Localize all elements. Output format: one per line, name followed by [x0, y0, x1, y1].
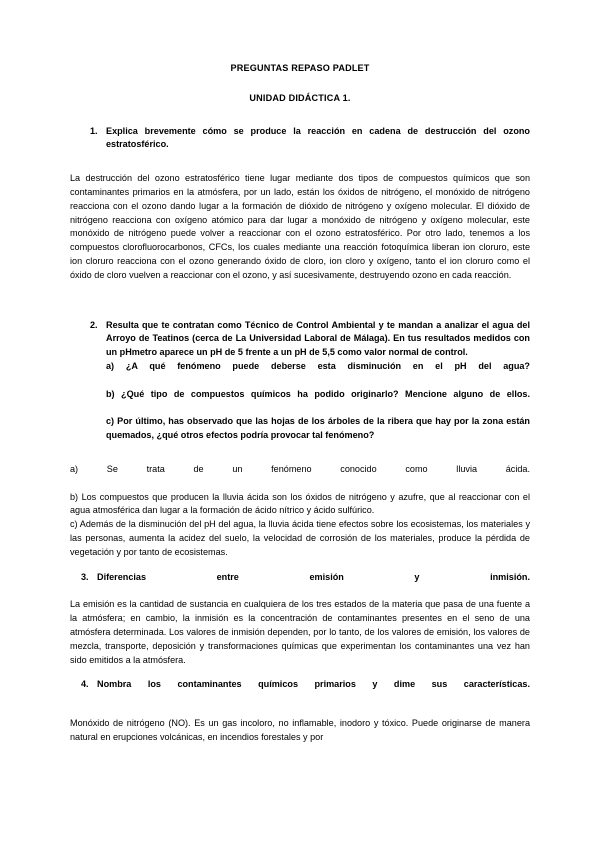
question-item-3: [70, 571, 530, 599]
answer-paragraph-2b: b) Los compuestos que producen la lluvia ácida son los óxidos de nitrógeno y azufre, que al reaccionar con el agua atmosférica dan lugar a la formación de ácido nítrico y ácido sulfúrico.: [70, 491, 530, 516]
question-item-2: [70, 319, 530, 360]
spacer: [70, 667, 530, 678]
page-title: PREGUNTAS REPASO PADLET: [230, 63, 370, 73]
question-prompt-3: Diferencias entre emisión y inmisión.: [97, 571, 530, 582]
spacer: [70, 560, 530, 571]
question-prompt-2: Resulta que te contratan como Técnico de Control Ambiental y te mandan a analizar el agua del Arroyo de Teatinos (cerca de La Universidad Laboral de Málaga). En tus resultados medidos con un pHmetro aparece un pH de 5 frente a un pH de 5,5 como valor normal de control.: [106, 319, 530, 358]
spacer: [70, 443, 530, 463]
spacer: [70, 152, 530, 172]
question-prompt-1: Explica brevemente cómo se produce la reacción en cadena de destrucción del ozono estratosférico.: [106, 125, 530, 150]
question-item-4: [70, 678, 530, 706]
question-marker-1: 1.: [90, 125, 98, 136]
sub-question-c: c) Por último, has observado que las hojas de los árboles de la ribera que hay por la zona están quemados, ¿qué otros efectos podría provocar tal fenómeno?: [106, 416, 530, 441]
answer-paragraph-2c: c) Además de la disminución del pH del agua, la lluvia ácida tiene efectos sobre los ecosistemas, los materiales y las personas, aumenta la acidez del suelo, la velocidad de corrosión de los materiales, produce la pérdida de vegetación y por tanto de ecosistemas.: [70, 519, 530, 557]
sub-question-b: b) ¿Qué tipo de compuestos químicos ha podido originarlo? Mencione alguno de ellos.: [106, 388, 530, 399]
answer-paragraph-1: La destrucción del ozono estratosférico tiene lugar mediante dos tipos de compuestos químicos que son contaminantes primarios en la atmósfera, por un lado, están los óxidos de nitrógeno, el monóxido de nitrógeno reacciona con el ozono dando lugar a la formación de dióxido de nitrógeno y oxígeno molecular. El dióxido de nitrógeno reacciona con oxígeno atómico para dar lugar a monóxido de nitrógeno y oxígeno molecular, este monóxido de nitrógeno puede volver a reaccionar con el ozono estratosférico. Por otro lado, tenemos a los compuestos clorofluorocarbonos, CFCs, los cuales mediante una reacción fotoquímica liberan ion cloruro, este ion cloruro reacciona con el ozono generando óxido de cloro, ion cloro y oxígeno, tanto el ion cloruro como el óxido de cloro vuelven a reaccionar con el ozono, y así sucesivamente, destruyendo ozono en cada reacción.: [70, 173, 530, 280]
sub-questions-2: [70, 360, 530, 443]
question-marker-4: 4.: [81, 679, 89, 690]
answer-paragraph-2a: a) Se trata de un fenómeno conocido como lluvia ácida.: [70, 463, 530, 474]
question-marker-2: 2.: [90, 319, 98, 330]
document-subtitle: UNIDAD DIDÁCTICA 1.: [249, 93, 351, 104]
spacer: [70, 706, 530, 717]
spacer: [70, 283, 530, 319]
sub-question-a: a) ¿A qué fenómeno puede deberse esta disminución en el pH del agua?: [106, 361, 530, 372]
question-item-1: [70, 125, 530, 153]
question-marker-3: 3.: [81, 571, 89, 582]
answer-paragraph-3: La emisión es la cantidad de sustancia en cualquiera de los tres estados de la materia que pasa de una fuente a la atmósfera; en cambio, la inmisión es la concentración de contaminantes presentes en el seno de una atmósfera determinada. Los valores de inmisión dependen, por lo tanto, de los valores de emisión, los valores de mezcla, transporte, deposición y transformaciones químicas que experimentan los contaminantes una vez han sido emitidos a la atmósfera.: [70, 599, 530, 665]
answer-paragraph-4: Monóxido de nitrógeno (NO). Es un gas incoloro, no inflamable, inodoro y tóxico. Puede originarse de manera natural en erupciones volcánicas, en incendios forestales y por: [70, 717, 530, 742]
question-prompt-4: Nombra los contaminantes químicos primarios y dime sus características.: [97, 679, 530, 690]
